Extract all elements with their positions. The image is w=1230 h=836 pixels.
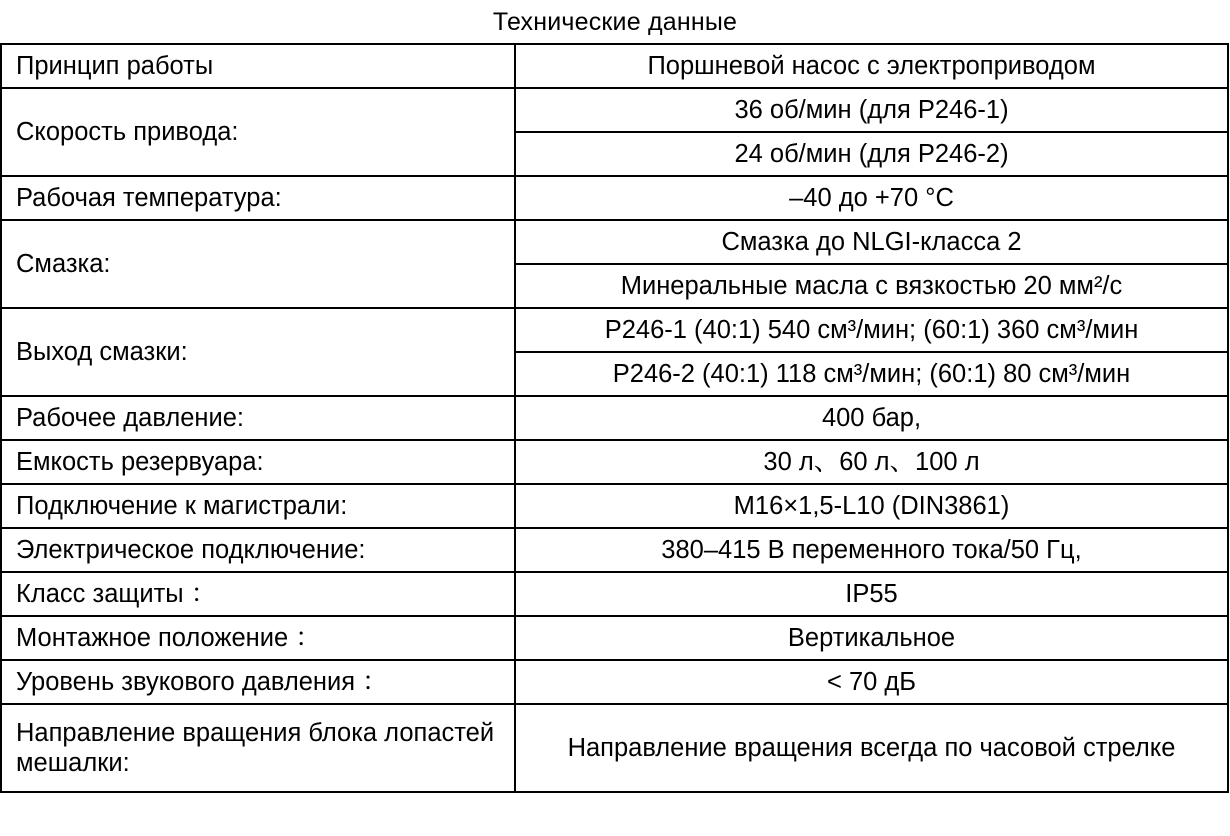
table-row bbox=[1, 44, 1228, 88]
param-electrical-connection: Электрическое подключение: bbox=[1, 528, 515, 572]
param-lubricant: Смазка: bbox=[1, 220, 515, 308]
value-mounting-position: Вертикальное bbox=[515, 616, 1228, 660]
value-protection-class: IP55 bbox=[515, 572, 1228, 616]
value-line-connection: M16×1,5-L10 (DIN3861) bbox=[515, 484, 1228, 528]
table-row bbox=[1, 616, 1228, 660]
value-output-p246-2: P246-2 (40:1) 118 см³/мин; (60:1) 80 см³/мин bbox=[515, 352, 1228, 396]
table-row bbox=[1, 528, 1228, 572]
value-output-p246-1: P246-1 (40:1) 540 см³/мин; (60:1) 360 см³/мин bbox=[515, 308, 1228, 352]
table-title: Технические данные bbox=[492, 8, 738, 36]
table-row bbox=[1, 704, 1228, 792]
value-drive-speed-p246-1: 36 об/мин (для P246-1) bbox=[515, 88, 1228, 132]
table-row bbox=[1, 88, 1228, 132]
table-row bbox=[1, 572, 1228, 616]
param-reservoir-capacity: Емкость резервуара: bbox=[1, 440, 515, 484]
param-agitator-rotation: Направление вращения блока лопастей мешалки: bbox=[1, 704, 515, 792]
param-operating-temperature: Рабочая температура: bbox=[1, 176, 515, 220]
table-row bbox=[1, 308, 1228, 352]
value-electrical-connection: 380–415 В переменного тока/50 Гц, bbox=[515, 528, 1228, 572]
value-operating-temperature: –40 до +70 °C bbox=[515, 176, 1228, 220]
param-operating-principle: Принцип работы bbox=[1, 44, 515, 88]
table-row bbox=[1, 660, 1228, 704]
technical-data-table bbox=[0, 43, 1229, 793]
param-operating-pressure: Рабочее давление: bbox=[1, 396, 515, 440]
value-lubricant-grease: Смазка до NLGI-класса 2 bbox=[515, 220, 1228, 264]
table-row bbox=[1, 220, 1228, 264]
value-reservoir-capacity: 30 л、60 л、100 л bbox=[515, 440, 1228, 484]
param-mounting-position: Монтажное положение ： bbox=[1, 616, 515, 660]
table-row bbox=[1, 396, 1228, 440]
value-drive-speed-p246-2: 24 об/мин (для P246-2) bbox=[515, 132, 1228, 176]
value-operating-pressure: 400 бар, bbox=[515, 396, 1228, 440]
value-sound-pressure-level: < 70 дБ bbox=[515, 660, 1228, 704]
param-line-connection: Подключение к магистрали: bbox=[1, 484, 515, 528]
param-protection-class: Класс защиты ： bbox=[1, 572, 515, 616]
param-lubricant-output: Выход смазки: bbox=[1, 308, 515, 396]
param-sound-pressure-level: Уровень звукового давления ： bbox=[1, 660, 515, 704]
table-row bbox=[1, 440, 1228, 484]
value-lubricant-oil: Минеральные масла с вязкостью 20 мм²/с bbox=[515, 264, 1228, 308]
value-agitator-rotation: Направление вращения всегда по часовой стрелке bbox=[515, 704, 1228, 792]
value-operating-principle: Поршневой насос с электроприводом bbox=[515, 44, 1228, 88]
table-row bbox=[1, 176, 1228, 220]
table-row bbox=[1, 484, 1228, 528]
param-drive-speed: Скорость привода: bbox=[1, 88, 515, 176]
